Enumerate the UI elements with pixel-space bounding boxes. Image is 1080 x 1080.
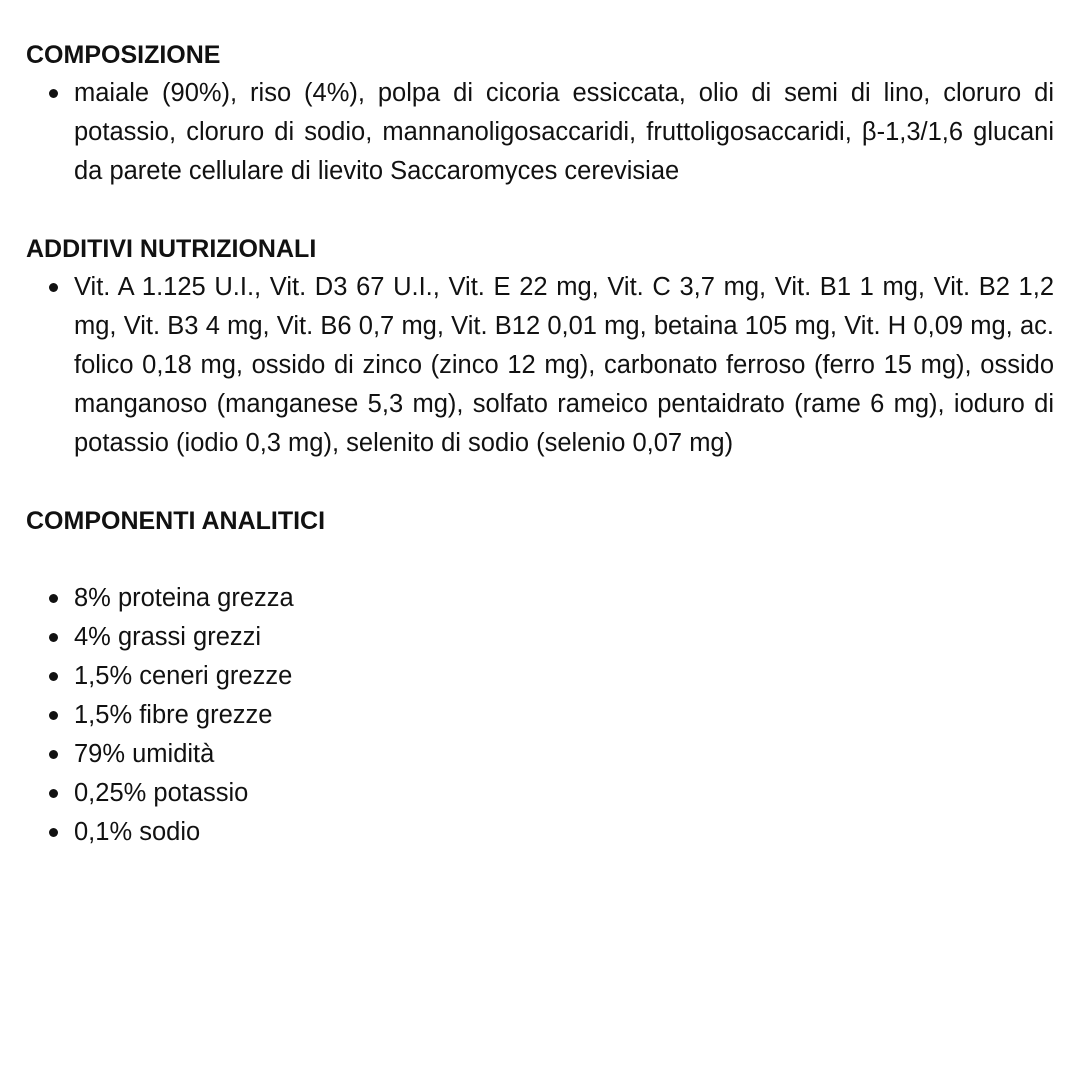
analytical-components-list <box>26 579 1054 852</box>
analytical-components-heading: COMPONENTI ANALITICI <box>26 507 326 535</box>
composition-item: maiale (90%), riso (4%), polpa di cicoria essiccata, olio di semi di lino, cloruro di potassio, cloruro di sodio, mannanoligosaccaridi, fruttoligosaccaridi, β-1,3/1,6 glucani da parete cellulare di lievito Saccaromyces cerevisiae <box>74 74 1054 191</box>
nutritional-additives-list <box>26 268 1054 463</box>
analytical-item-moisture: 79% umidità <box>74 735 1054 774</box>
composition-list <box>26 74 1054 191</box>
nutritional-additives-heading: ADDITIVI NUTRIZIONALI <box>26 235 317 263</box>
composition-heading: COMPOSIZIONE <box>26 41 221 69</box>
product-label-document <box>26 36 1054 852</box>
analytical-item-sodium: 0,1% sodio <box>74 813 1054 852</box>
section-spacer <box>26 463 1054 502</box>
analytical-item-fibre: 1,5% fibre grezze <box>74 696 1054 735</box>
analytical-item-ash: 1,5% ceneri grezze <box>74 657 1054 696</box>
analytical-item-fat: 4% grassi grezzi <box>74 618 1054 657</box>
section-spacer <box>26 191 1054 230</box>
analytical-item-protein: 8% proteina grezza <box>74 579 1054 618</box>
analytical-item-potassium: 0,25% potassio <box>74 774 1054 813</box>
section-spacer <box>26 540 1054 579</box>
nutritional-additives-item: Vit. A 1.125 U.I., Vit. D3 67 U.I., Vit. E 22 mg, Vit. C 3,7 mg, Vit. B1 1 mg, Vit. B2 1,2 mg, Vit. B3 4 mg, Vit. B6 0,7 mg, Vit. B12 0,01 mg, betaina 105 mg, Vit. H 0,09 mg, ac. folico 0,18 mg, ossido di zinco (zinco 12 mg), carbonato ferroso (ferro 15 mg), ossido manganoso (manganese 5,3 mg), solfato rameico pentaidrato (rame 6 mg), ioduro di potassio (iodio 0,3 mg), selenito di sodio (selenio 0,07 mg) <box>74 268 1054 463</box>
